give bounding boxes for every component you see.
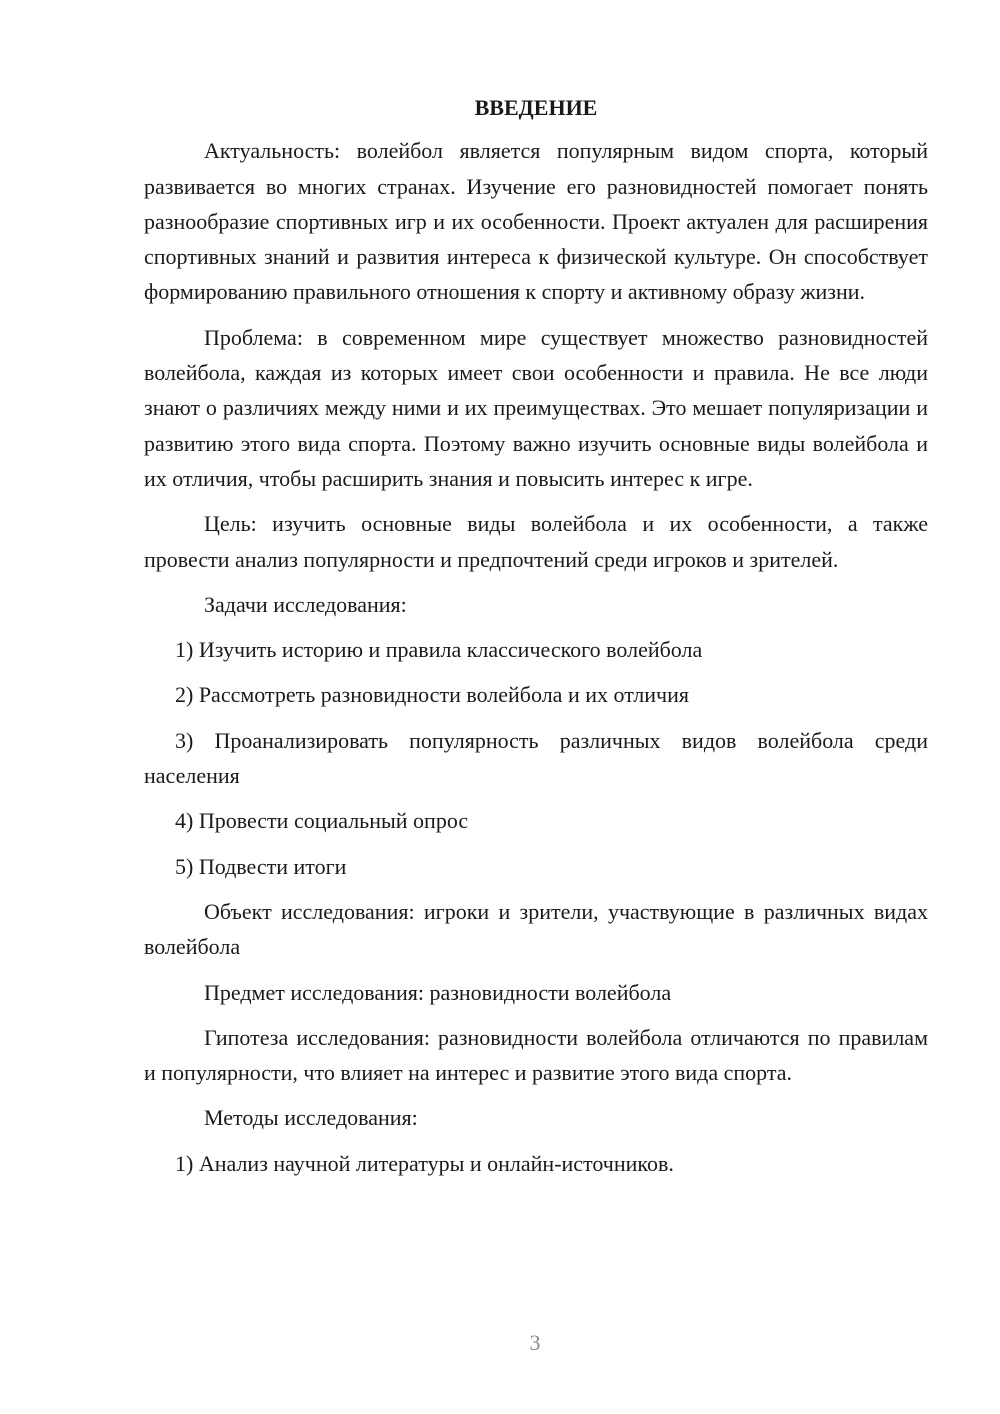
task-item-1: 1) Изучить историю и правила классического волейбола xyxy=(175,637,703,663)
goal-paragraph: Цель: изучить основные виды волейбола и их особенности, а также провести анализ популярности и предпочтений среди игроков и зрителей. xyxy=(144,511,928,572)
task-item-4: 4) Провести социальный опрос xyxy=(175,808,469,834)
document-page xyxy=(144,90,928,1191)
section-heading: ВВЕДЕНИЕ xyxy=(474,95,598,120)
task-item-5: 5) Подвести итоги xyxy=(175,853,347,879)
task-item-3: 3) Проанализировать популярность различных видов волейбола среди населения xyxy=(144,727,928,789)
page-number: 3 xyxy=(529,1330,541,1355)
tasks-heading: Задачи исследования: xyxy=(204,591,407,617)
methods-heading: Методы исследования: xyxy=(204,1105,418,1131)
problem-paragraph: Проблема: в современном мире существует множество разновидностей волейбола, каждая из которых имеет свои особенности и правила. Не все люди знают о различиях между ними и их преимуществах. Это мешает популяризации и развитию этого вида спорта. Поэтому важно изучить основные виды волейбола и их отличия, чтобы расширить знания и повысить интерес к игре. xyxy=(144,324,928,491)
relevance-paragraph: Актуальность: волейбол является популярным видом спорта, который развивается во многих странах. Изучение его разновидностей помогает понять разнообразие спортивных игр и их особенности. Проект актуален для расширения спортивных знаний и развития интереса к физической культуре. Он способствует формированию правильного отношения к спорту и активному образу жизни. xyxy=(144,138,928,305)
hypothesis-paragraph: Гипотеза исследования: разновидности волейбола отличаются по правилам и популярности, что влияет на интерес и развитие этого вида спорта. xyxy=(144,1024,928,1086)
task-item-2: 2) Рассмотреть разновидности волейбола и их отличия xyxy=(175,682,689,708)
subject-paragraph: Предмет исследования: разновидности волейбола xyxy=(204,979,672,1005)
method-item-1: 1) Анализ научной литературы и онлайн-источников. xyxy=(175,1150,674,1176)
object-paragraph: Объект исследования: игроки и зрители, участвующие в различных видах волейбола xyxy=(144,898,928,960)
